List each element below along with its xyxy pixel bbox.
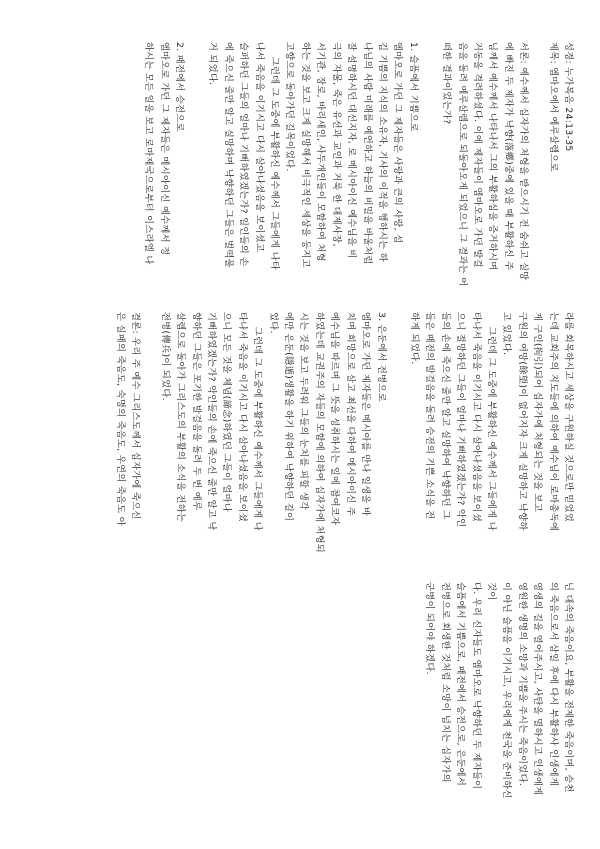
text-line: 극의 자물, 죽은 유선과 교인과 거룩 한 대제사장,: [330, 42, 342, 247]
section-heading: 2. 패전에서 승전으로: [174, 42, 186, 132]
paragraph: [157, 312, 265, 562]
text-line: 는데 교회주의 지도들에 의하여 예수님이 로마총독에: [547, 312, 559, 532]
paragraph: [422, 582, 576, 818]
text-line: 향하던 그들은 포기한 발걸음을 돌려 두 번 예루: [190, 312, 202, 511]
text-line: 에 죽으신 줄만 알고 실망하며 낙향하던 그들은 벌떡풀: [222, 42, 234, 268]
text-line: 었다.: [267, 312, 279, 334]
text-line: 에 빠진 두 제자가 낙향(落鄕)중에 있을 때 부활하신 주: [502, 42, 514, 271]
text-line: 잘 설명하시던 대선지자, 로 메시아이신 예수님을 비: [346, 42, 358, 259]
paragraph-gap: [393, 312, 407, 562]
text-line: 슬픔에서 기쁨으로, 패전에서 승전으로, 은둔에서: [455, 582, 467, 787]
text-line: 에만 은둔(隱遁)생활을 하기 위하여 낙향하던 길이: [283, 312, 295, 522]
text-line: 시는 것을 보고 두려워 그들의 눈치를 피할 생각: [298, 312, 310, 511]
text-line: 하게 되었다.: [408, 312, 420, 365]
text-line: 치며 희망으로 살고 최선을 다하여 메시아이신 주: [344, 312, 356, 517]
text-line: 결론: 우리 주 예수 그리스도께서 십자가에 죽으신: [130, 312, 142, 520]
paragraph-gap: [425, 42, 439, 292]
text-line: 살렘으로 돌아가 그리스도의 부활의 소식을 전하는: [175, 312, 187, 523]
text-line: 하시는 모든 일을 보고 로마제국으로부터 이스라엘 나: [143, 42, 155, 265]
paragraph-gap: [143, 312, 157, 562]
text-line: 엠마오로 가던 그 제자들은 메시아이신 예수께서 정: [158, 42, 170, 256]
text-line: 전병(傳兵)이 되었다.: [159, 312, 171, 401]
text-line: 서기관, 장로, 바리새인, 사두개인들이 모함하여 처형: [315, 42, 327, 262]
text-line: 하는 것을 보고 크게 실망해서 비극적인 세상을 등지고: [299, 42, 311, 268]
text-column-1: [16, 42, 576, 292]
text-line: 기뻐하였겠는가? 악인들의 손에 죽으신 줄만 알고 낙: [206, 312, 218, 531]
paragraph: [265, 312, 373, 562]
paragraph: [407, 312, 499, 562]
text-line: 닌 대속의 죽음이요, 부활을 전제한 죽음이며, 승천: [563, 582, 574, 793]
text-line: 들의 손에 죽으신 줄만 알고 실망하여 낙향하던 그: [439, 312, 451, 520]
text-line: 떠한 결과이었는가?: [441, 42, 453, 125]
text-line: 영원한 생명의 소망과 기쁨을 주시는 죽음이었다.: [516, 582, 528, 787]
header-line: 제목: 엠마오에서 예루살렘으로: [547, 42, 559, 172]
text-line: 나님의 사람 미래를 예언하고 하늘의 비밀을 바울처럼: [361, 42, 373, 265]
text-line: 군병이 되어야 하겠다.: [424, 582, 436, 675]
section-heading: 1. 슬픔에서 기쁨으로: [407, 42, 419, 132]
text-column-3: [16, 582, 576, 818]
text-line: 영생의 길을 열어주시고, 사탄을 멸하시고 인생에게: [532, 582, 544, 796]
text-line: 슬퍼하던 그들의 얼마나 기뻐하였겠는가? 일인들의 손: [238, 42, 250, 267]
paragraph-gap: [531, 42, 545, 292]
text-line: 나서 죽음을 이기시고 다시 살아나셨음을 보이셨고: [253, 42, 265, 253]
text-line: 게 구인(拘引)되어 십자가에 처형되는 것을 보고: [532, 312, 544, 513]
text-line: 고향으로 돌아가던 길목이었다.: [284, 42, 296, 172]
text-line: 은 실패의 죽음도, 숙명의 죽음도, 우연의 죽음도 아: [115, 312, 127, 526]
text-line: 님께서 예수께서 나타나서 그의 부활하심을 증거하시며: [487, 42, 499, 271]
text-line: 으니 모든 것을 체념(諦念)하였던 그들이 얼마나: [221, 312, 233, 513]
text-line: 김 기쁨의 지식의 소유자, 기사의 이적을 행하시는 하: [376, 42, 388, 262]
document-header: [545, 42, 576, 292]
text-line: 거 되었다.: [207, 42, 219, 86]
text-line: 거동을 격려하셨다. 이에 제자들이 엠마오로 가던 발걸: [471, 42, 483, 268]
paragraph: [282, 42, 405, 292]
text-line: 전병으로 회생한 것처럼 소망이 넘치는 십자가의: [439, 582, 451, 783]
section-heading: 3. 은둔에서 전병으로: [375, 312, 387, 402]
paragraph: [439, 42, 531, 292]
text-line: 서론: 예수께서 십자가의 처형을 받으시기 전 숨쉬고 실망: [518, 42, 530, 281]
paragraph-gap: [191, 42, 205, 292]
header-line: 성경: 누가복음 24:13-35: [563, 42, 574, 152]
text-line: 음을 돌려 예루살렘으로 되돌아오게 되었으니 그 결과는 어: [456, 42, 468, 287]
text-line: 다. 우리 신자들도 엠마오로 낙향하던 두 제자들이: [470, 582, 482, 790]
text-line: 으니 절망하던 그들이 얼마나 기뻐하였겠는가? 악인: [455, 312, 467, 528]
paragraph: [499, 312, 576, 562]
text-line: 예수님을 따르며 그 뜻을 성취하시는 일에 참여코자: [329, 312, 341, 526]
text-line: 이 아닌 슬픔을 이기시고, 우리에게 천국을 준비하신 것이: [485, 582, 513, 799]
text-line: 고 있었다.: [501, 312, 513, 356]
text-line: 타나서 죽음을 이기시고 다시 살아나셨음을 보이셨: [236, 312, 248, 523]
text-line: 타나서 죽음을 이기시고 다시 살아나셨음을 보이셨: [470, 312, 482, 523]
text-line: 그런데 그 도중에 부활하신 예수께서 그들에게 나타: [269, 56, 281, 271]
text-line: 들은 패전의 발걸음을 돌려 승전의 기쁜 소식을 전: [424, 312, 436, 520]
paragraph: [113, 312, 144, 562]
paragraph: [141, 42, 172, 292]
text-line: 라를 회복하시고 세상을 구원하실 것으로만 믿었었: [563, 312, 574, 523]
text-line: 그런데 그 도중에 부활하신 예수께서 그들에게 나: [485, 326, 497, 531]
text-line: 엠마오로 가던 제자들은 메시아를 만나 일생을 바: [360, 312, 372, 517]
text-line: 의 죽음으로서 삼일 후에 다시 부활하사 인생에게: [547, 582, 559, 787]
paragraph: [205, 42, 282, 292]
text-column-2: [16, 312, 576, 562]
text-line: 엠마오로 가던 그 제자들은 사랑과 큰의 사랑, 섬: [392, 42, 404, 244]
text-line: 그런데 그 도중에 부활하신 예수께서 그들에게 나: [252, 326, 264, 531]
text-line: 구원의 여망(餘望)이 없어지자 크게 실망하고 낙향하: [516, 312, 528, 531]
text-line: 하였는데 교권주의 자들의 모함에 의하여 십자가에 처형되: [313, 312, 325, 554]
